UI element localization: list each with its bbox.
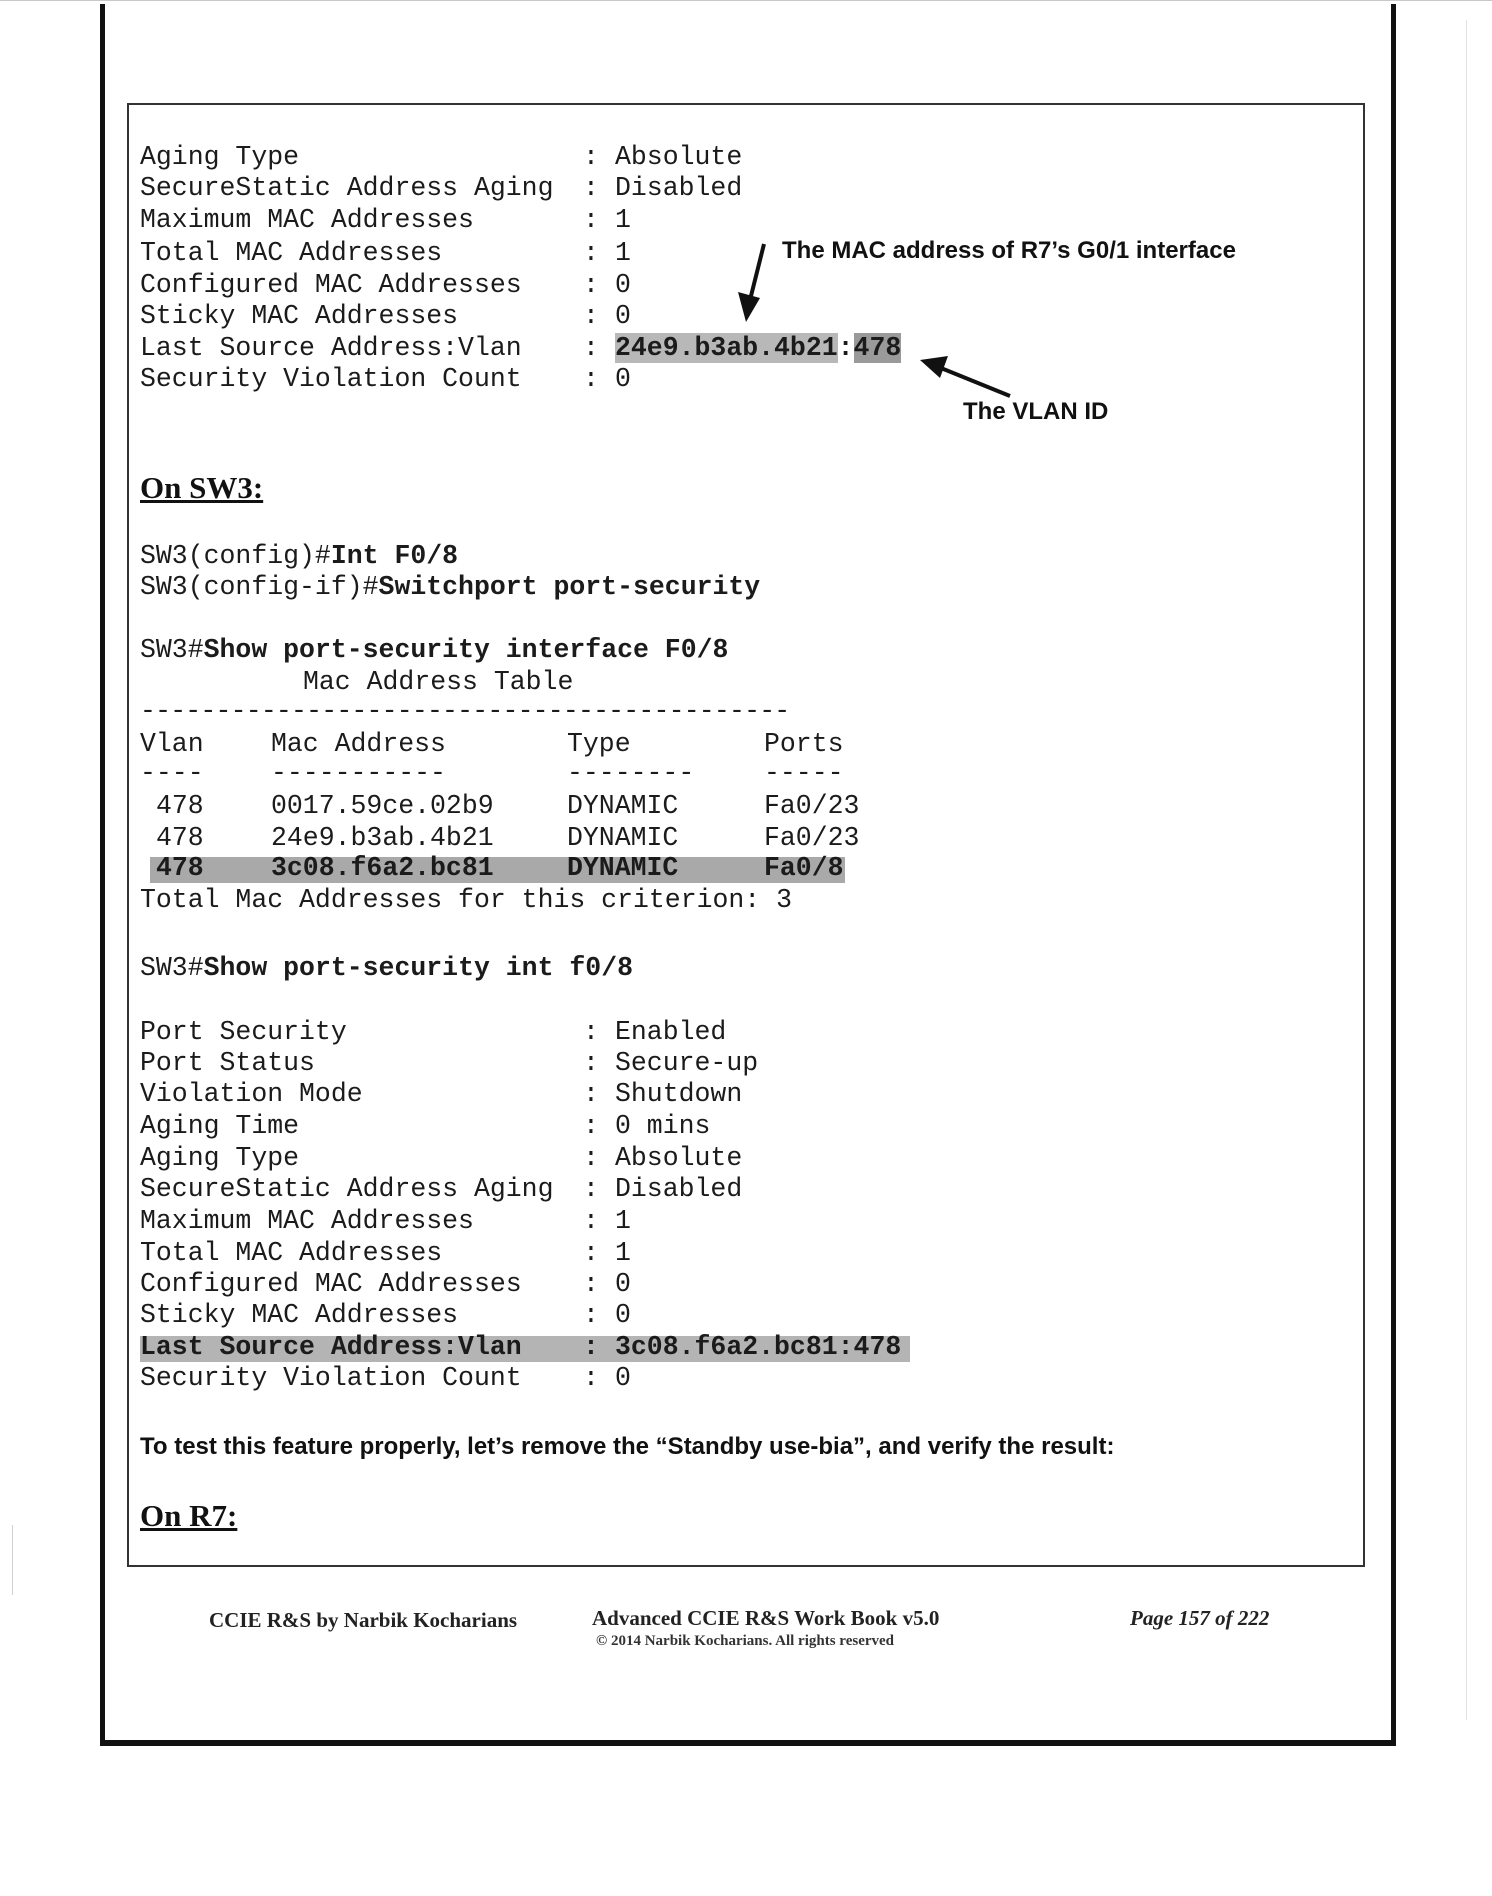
section-heading-r7: On R7: (140, 1498, 238, 1533)
separator: : (837, 333, 854, 363)
mac-table-cell: 24e9.b3ab.4b21 (271, 823, 494, 853)
block1-label: Aging Type (140, 142, 300, 172)
colon: : (583, 1363, 599, 1393)
colon: : (583, 1300, 599, 1330)
cli-command: Int F0/8 (330, 541, 459, 571)
colon: : (583, 1048, 599, 1078)
block2-label: Aging Type (140, 1143, 300, 1173)
colon: : (583, 1017, 599, 1047)
block2-value: 0 (615, 1363, 631, 1393)
block1-value: 1 (615, 205, 631, 235)
block1-value: 0 (615, 270, 631, 300)
colon: : (583, 173, 599, 203)
mac-table-header: Vlan (140, 729, 204, 759)
mac-table-header: Mac Address (271, 729, 446, 759)
mac-table-header: Ports (764, 729, 844, 759)
cli-command: Show port-security interface F0/8 (203, 635, 729, 665)
block2-value: Shutdown (615, 1079, 743, 1109)
block2-value: Enabled (615, 1017, 727, 1047)
colon: : (583, 1174, 599, 1204)
colon: : (583, 301, 599, 331)
mac-table-title: Mac Address Table (303, 667, 574, 697)
cli-command: Switchport port-security (378, 572, 761, 602)
cli-command-line (140, 572, 760, 603)
cli-prompt: SW3(config-if)# (140, 572, 379, 602)
scan-margin-line (1466, 20, 1467, 1720)
block2-value: Disabled (615, 1174, 743, 1204)
mac-table-cell: 0017.59ce.02b9 (271, 791, 494, 821)
mac-table-cell: 478 (156, 853, 204, 883)
block2-value: 0 (615, 1300, 631, 1330)
last-source-value (615, 333, 901, 364)
cli-prompt: SW3(config)# (140, 541, 331, 571)
footer-author: CCIE R&S by Narbik Kocharians (209, 1608, 518, 1632)
mac-table-rule: ------------------------------------------- (140, 696, 790, 726)
block1-label: Total MAC Addresses (140, 238, 443, 268)
block2-value: 3c08.f6a2.bc81:478 (615, 1332, 902, 1362)
cli-command-line (140, 635, 728, 666)
mac-table-cell: DYNAMIC (567, 823, 679, 853)
block2-label: Configured MAC Addresses (140, 1269, 522, 1299)
block2-label: Last Source Address:Vlan (140, 1332, 522, 1362)
mac-table-header: Type (567, 729, 631, 759)
block2-label: Sticky MAC Addresses (140, 1300, 459, 1330)
colon: : (583, 1238, 599, 1268)
cli-command-line (140, 541, 458, 572)
mac-table-total: Total Mac Addresses for this criterion: 3 (140, 885, 793, 915)
colon: : (583, 1079, 599, 1109)
colon: : (583, 1206, 599, 1236)
colon: : (583, 1332, 599, 1362)
footer-page-number: Page 157 of 222 (1130, 1606, 1270, 1630)
footer-copyright: © 2014 Narbik Kocharians. All rights reserved (596, 1633, 895, 1649)
section-heading-sw3: On SW3: (140, 470, 264, 505)
mac-table-underline: ---- (140, 758, 204, 788)
block1-label: Security Violation Count (140, 364, 522, 394)
block2-value: 1 (615, 1206, 631, 1236)
colon: : (583, 270, 599, 300)
vlan-annotation: The VLAN ID (963, 398, 1109, 425)
cli-prompt: SW3# (140, 953, 204, 983)
block2-label: Port Security (140, 1017, 347, 1047)
cli-command: Show port-security int f0/8 (203, 953, 633, 983)
mac-table-cell: DYNAMIC (567, 791, 679, 821)
mac-table-cell: 3c08.f6a2.bc81 (271, 853, 494, 883)
block2-value: 0 mins (615, 1111, 711, 1141)
colon: : (583, 1143, 599, 1173)
mac-table-underline: -------- (567, 758, 695, 788)
mac-table-cell: 478 (156, 791, 204, 821)
block2-label: Security Violation Count (140, 1363, 522, 1393)
block1-value: 0 (615, 301, 631, 331)
colon: : (583, 1111, 599, 1141)
block1-label: Sticky MAC Addresses (140, 301, 459, 331)
highlighted-row-background (150, 857, 845, 883)
block2-label: Aging Time (140, 1111, 300, 1141)
colon: : (583, 205, 599, 235)
mac-table-underline: ----- (764, 758, 844, 788)
colon: : (583, 238, 599, 268)
vlan-value: 478 (853, 333, 902, 363)
block2-label: Total MAC Addresses (140, 1238, 443, 1268)
mac-table-cell: Fa0/8 (764, 853, 844, 883)
block2-value: Secure-up (615, 1048, 759, 1078)
block2-label: SecureStatic Address Aging (140, 1174, 554, 1204)
block2-label: Port Status (140, 1048, 315, 1078)
scan-margin-mark (12, 1525, 13, 1595)
block1-value: Disabled (615, 173, 743, 203)
cli-prompt: SW3# (140, 635, 204, 665)
colon: : (583, 142, 599, 172)
mac-table-underline: ----------- (271, 758, 446, 788)
mac-table-cell: Fa0/23 (764, 791, 860, 821)
instruction-text: To test this feature properly, let’s remove the “Standby use-bia”, and verify the result: (140, 1433, 1115, 1460)
scan-top-line (0, 0, 1492, 1)
footer-title: Advanced CCIE R&S Work Book v5.0 (592, 1606, 940, 1630)
block1-value: 1 (615, 238, 631, 268)
mac-table-cell: DYNAMIC (567, 853, 679, 883)
colon: : (583, 333, 599, 363)
mac-annotation: The MAC address of R7’s G0/1 interface (782, 237, 1236, 264)
colon: : (583, 1269, 599, 1299)
mac-table-cell: 478 (156, 823, 204, 853)
colon: : (583, 364, 599, 394)
arrow-down-icon (730, 240, 790, 330)
block2-label: Maximum MAC Addresses (140, 1206, 474, 1236)
block1-label: Last Source Address:Vlan (140, 333, 522, 363)
block1-label: SecureStatic Address Aging (140, 173, 554, 203)
block2-label: Violation Mode (140, 1079, 363, 1109)
block1-label: Maximum MAC Addresses (140, 205, 474, 235)
block1-label: Configured MAC Addresses (140, 270, 522, 300)
cli-command-line (140, 953, 633, 984)
mac-value: 24e9.b3ab.4b21 (615, 333, 838, 363)
block2-value: 1 (615, 1238, 631, 1268)
mac-table-cell: Fa0/23 (764, 823, 860, 853)
block2-value: 0 (615, 1269, 631, 1299)
block1-value: Absolute (615, 142, 743, 172)
block2-value: Absolute (615, 1143, 743, 1173)
block1-value: 0 (615, 364, 631, 394)
